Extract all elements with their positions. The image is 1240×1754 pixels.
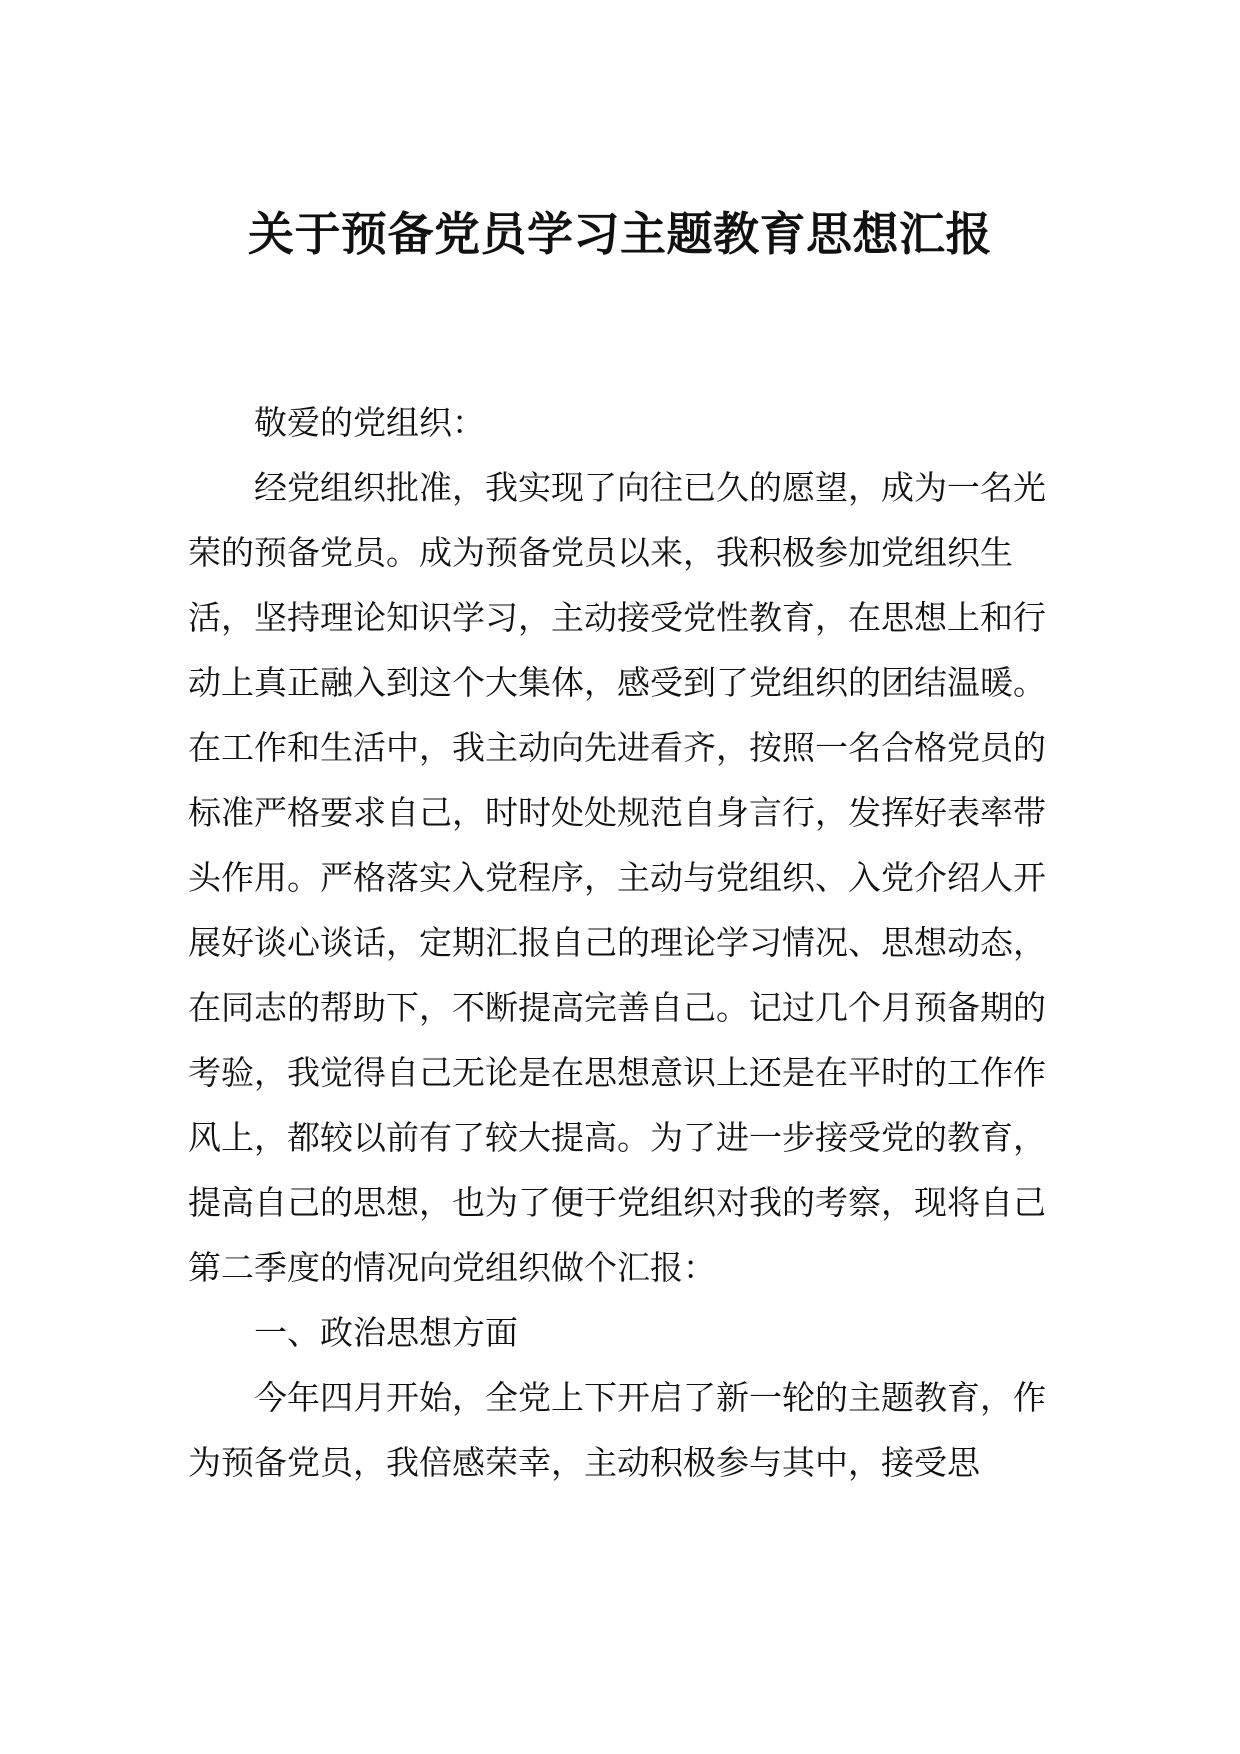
document-body xyxy=(188,390,1058,1495)
section-heading: 一、政治思想方面 xyxy=(254,1313,518,1352)
body-paragraph: 今年四月开始，全党上下开启了新一轮的主题教育，作为预备党员，我倍感荣幸，主动积极参与其中，接受思 xyxy=(188,1378,1046,1482)
salutation: 敬爱的党组织： xyxy=(254,403,485,442)
document-title: 关于预备党员学习主题教育思想汇报 xyxy=(248,207,992,261)
body-paragraph: 经党组织批准，我实现了向往已久的愿望，成为一名光荣的预备党员。成为预备党员以来，我积极参加党组织生活，坚持理论知识学习，主动接受党性教育，在思想上和行动上真正融入到这个大集体，感受到了党组织的团结温暖。在工作和生活中，我主动向先进看齐，按照一名合格党员的标准严格要求自己，时时处处规范自身言行，发挥好表率带头作用。严格落实入党程序，主动与党组织、入党介绍人开展好谈心谈话，定期汇报自己的理论学习情况、思想动态，在同志的帮助下，不断提高完善自己。记过几个月预备期的考验，我觉得自己无论是在思想意识上还是在平时的工作作风上，都较以前有了较大提高。为了进一步接受党的教育，提高自己的思想，也为了便于党组织对我的考察，现将自己第二季度的情况向党组织做个汇报： xyxy=(188,468,1046,1287)
